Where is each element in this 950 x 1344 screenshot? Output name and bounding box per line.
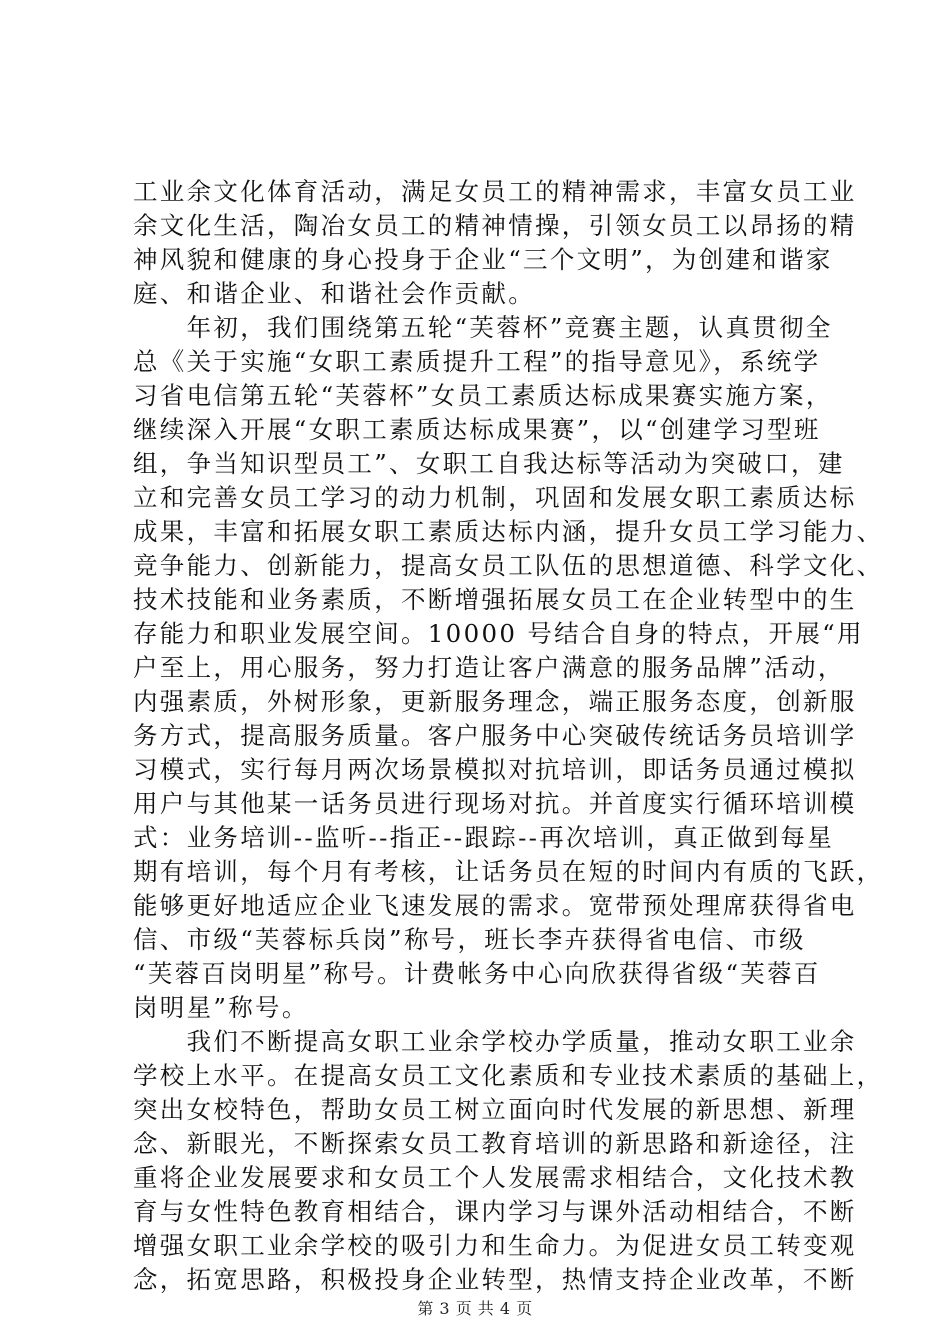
text-line: 组，争当知识型员工”、女职工自我达标等活动为突破口，建 [133, 449, 845, 478]
text-line: 习模式，实行每月两次场景模拟对抗培训，即话务员通过模拟 [133, 755, 857, 784]
text-line: 增强女职工业余学校的吸引力和生命力。为促进女员工转变观 [133, 1231, 857, 1260]
page-number-footer: 第 3 页 共 4 页 [417, 1299, 533, 1318]
text-line: 我们不断提高女职工业余学校办学质量，推动女职工业余 [133, 1027, 857, 1056]
text-line: 年初，我们围绕第五轮“芙蓉杯”竞赛主题，认真贯彻全 [133, 313, 833, 342]
text-line: 务方式，提高服务质量。客户服务中心突破传统话务员培训学 [133, 721, 857, 750]
text-line: 竞争能力、创新能力，提高女员工队伍的思想道德、科学文化、 [133, 551, 884, 580]
text-line: 重将企业发展要求和女员工个人发展需求相结合，文化技术教 [133, 1163, 857, 1192]
text-line: 工业余文化体育活动，满足女员工的精神需求，丰富女员工业 [133, 177, 857, 206]
text-line: 期有培训，每个月有考核，让话务员在短的时间内有质的飞跃， [133, 857, 884, 886]
text-line: 成果，丰富和拓展女职工素质达标内涵，提升女员工学习能力、 [133, 517, 884, 546]
text-line: 育与女性特色教育相结合，课内学习与课外活动相结合，不断 [133, 1197, 857, 1226]
text-line: 突出女校特色，帮助女员工树立面向时代发展的新思想、新理 [133, 1095, 857, 1124]
text-line: 存能力和职业发展空间。10000 号结合自身的特点，开展“用 [133, 619, 864, 648]
text-line: 能够更好地适应企业飞速发展的需求。宽带预处理席获得省电 [133, 891, 857, 920]
text-line: 立和完善女员工学习的动力机制，巩固和发展女职工素质达标 [133, 483, 857, 512]
text-line: 继续深入开展“女职工素质达标成果赛”，以“创建学习型班 [133, 415, 821, 444]
text-line: 户至上，用心服务，努力打造让客户满意的服务品牌”活动， [133, 653, 845, 682]
text-line: 岗明星”称号。 [133, 993, 309, 1022]
text-line: 念、新眼光，不断探索女员工教育培训的新思路和新途径，注 [133, 1129, 857, 1158]
text-line: 庭、和谐企业、和谐社会作贡献。 [133, 279, 535, 308]
text-line: 信、市级“芙蓉标兵岗”称号，班长李卉获得省电信、市级 [133, 925, 806, 954]
text-line: 用户与其他某一话务员进行现场对抗。并首度实行循环培训模 [133, 789, 857, 818]
body-text [133, 175, 884, 1297]
text-line: 习省电信第五轮“芙蓉杯”女员工素质达标成果赛实施方案， [133, 381, 833, 410]
text-line: 式：业务培训--监听--指正--跟踪--再次培训，真正做到每星 [133, 823, 835, 852]
text-line: 念，拓宽思路，积极投身企业转型，热情支持企业改革，不断 [133, 1265, 857, 1294]
text-line: “芙蓉百岗明星”称号。计费帐务中心向欣获得省级“芙蓉百 [133, 959, 821, 988]
text-line: 内强素质，外树形象，更新服务理念，端正服务态度，创新服 [133, 687, 857, 716]
text-line: 神风貌和健康的身心投身于企业“三个文明”，为创建和谐家 [133, 245, 833, 274]
text-line: 总《关于实施“女职工素质提升工程”的指导意见》，系统学 [133, 347, 821, 376]
text-line: 技术技能和业务素质，不断增强拓展女员工在企业转型中的生 [133, 585, 857, 614]
text-line: 余文化生活，陶冶女员工的精神情操，引领女员工以昂扬的精 [133, 211, 857, 240]
text-line: 学校上水平。在提高女员工文化素质和专业技术素质的基础上， [133, 1061, 884, 1090]
